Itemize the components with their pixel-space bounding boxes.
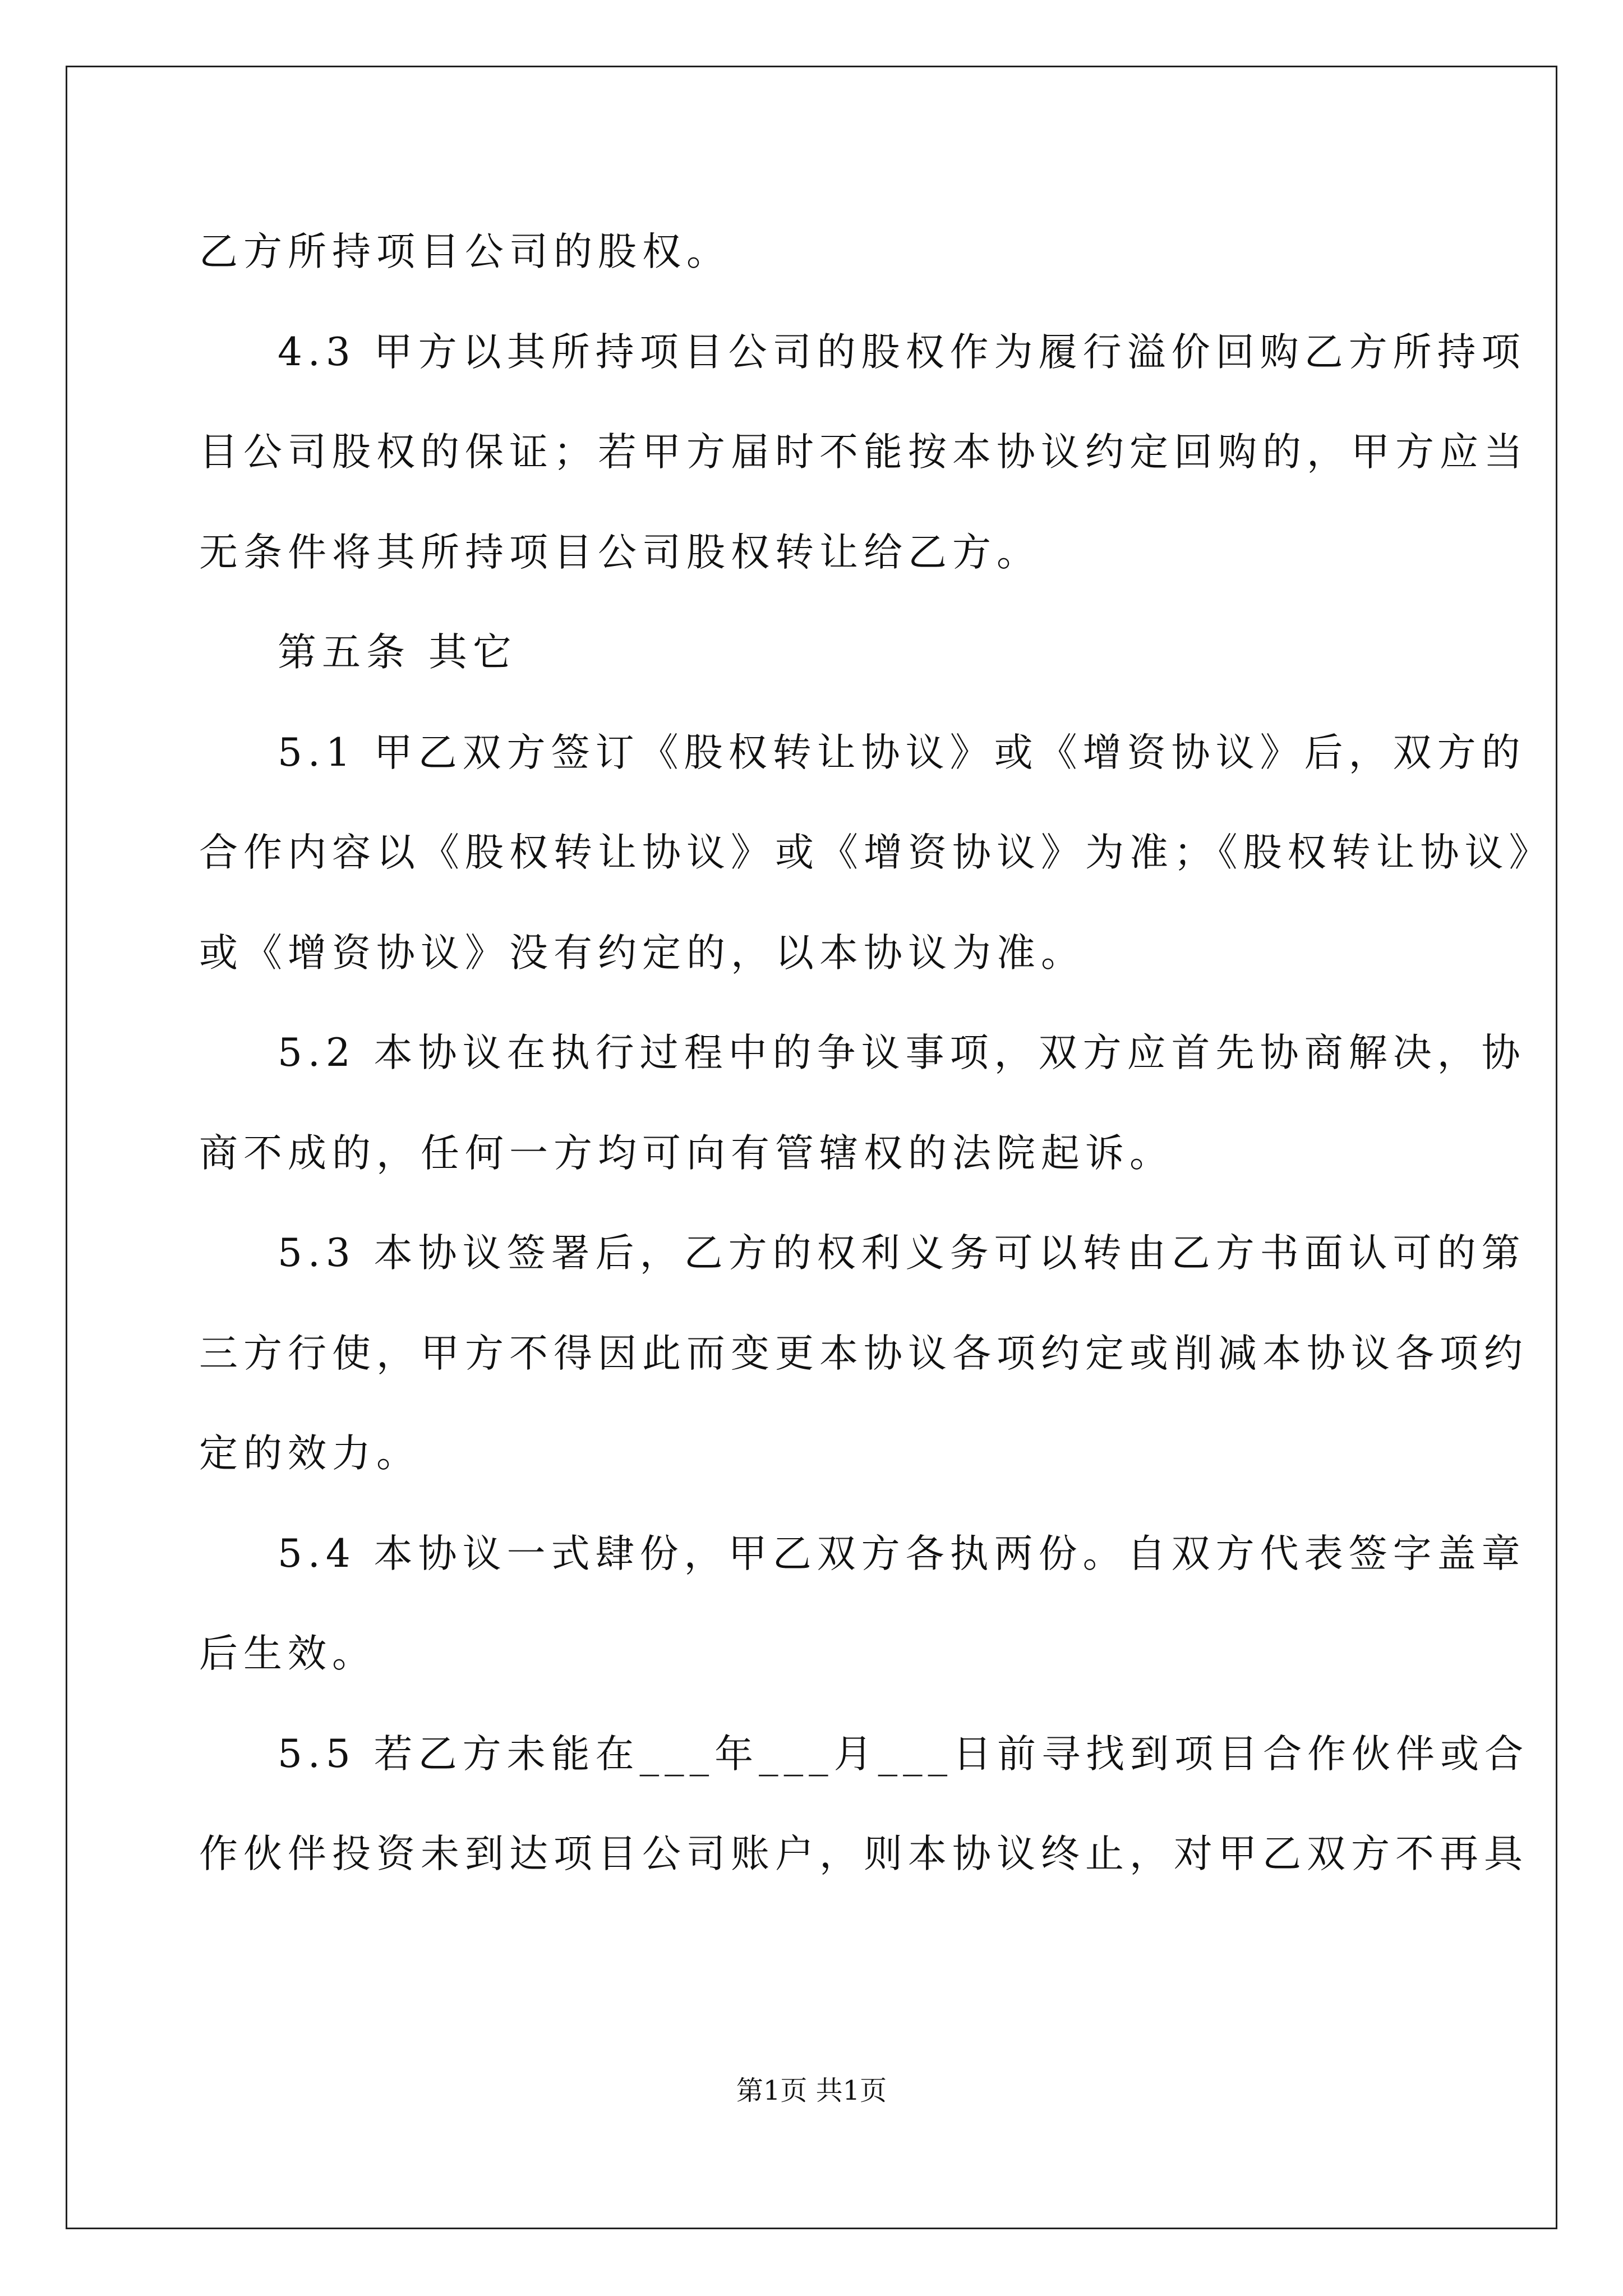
- text-line: 作伙伴投资未到达项目公司账户，则本协议终止，对甲乙双方不再具: [199, 1832, 1528, 1876]
- text-line: 无条件将其所持项目公司股权转让给乙方。: [199, 530, 1041, 575]
- text-line: 5.4 本协议一式肆份，甲乙双方各执两份。自双方代表签字盖章: [278, 1531, 1526, 1576]
- text-line: 5.1 甲乙双方签订《股权转让协议》或《增资协议》后，双方的: [278, 730, 1526, 775]
- text-line: 5.2 本协议在执行过程中的争议事项，双方应首先协商解决，协: [278, 1030, 1526, 1075]
- text-line: 后生效。: [199, 1631, 376, 1676]
- text-line: 5.5 若乙方未能在___年___月___日前寻找到项目合作伙伴或合: [278, 1731, 1529, 1777]
- text-line: 合作内容以《股权转让协议》或《增资协议》为准；《股权转让协议》: [199, 830, 1553, 875]
- section-heading: 第五条 其它: [278, 630, 517, 675]
- text-line: 商不成的，任何一方均可向有管辖权的法院起诉。: [199, 1130, 1174, 1176]
- document-body: [199, 202, 1553, 1904]
- page-footer: [0, 2074, 1623, 2108]
- text-line: 目公司股权的保证；若甲方届时不能按本协议约定回购的，甲方应当: [199, 430, 1528, 475]
- text-line: 4.3 甲方以其所持项目公司的股权作为履行溢价回购乙方所持项: [278, 329, 1526, 375]
- text-line: 三方行使，甲方不得因此而变更本协议各项约定或削减本协议各项约: [199, 1331, 1528, 1376]
- text-line: 或《增资协议》没有约定的，以本协议为准。: [199, 930, 1085, 976]
- page-number: 第1页 共1页: [736, 2075, 887, 2106]
- text-line: 乙方所持项目公司的股权。: [199, 229, 731, 274]
- text-line: 5.3 本协议签署后，乙方的权利义务可以转由乙方书面认可的第: [278, 1231, 1526, 1276]
- text-line: 定的效力。: [199, 1431, 421, 1476]
